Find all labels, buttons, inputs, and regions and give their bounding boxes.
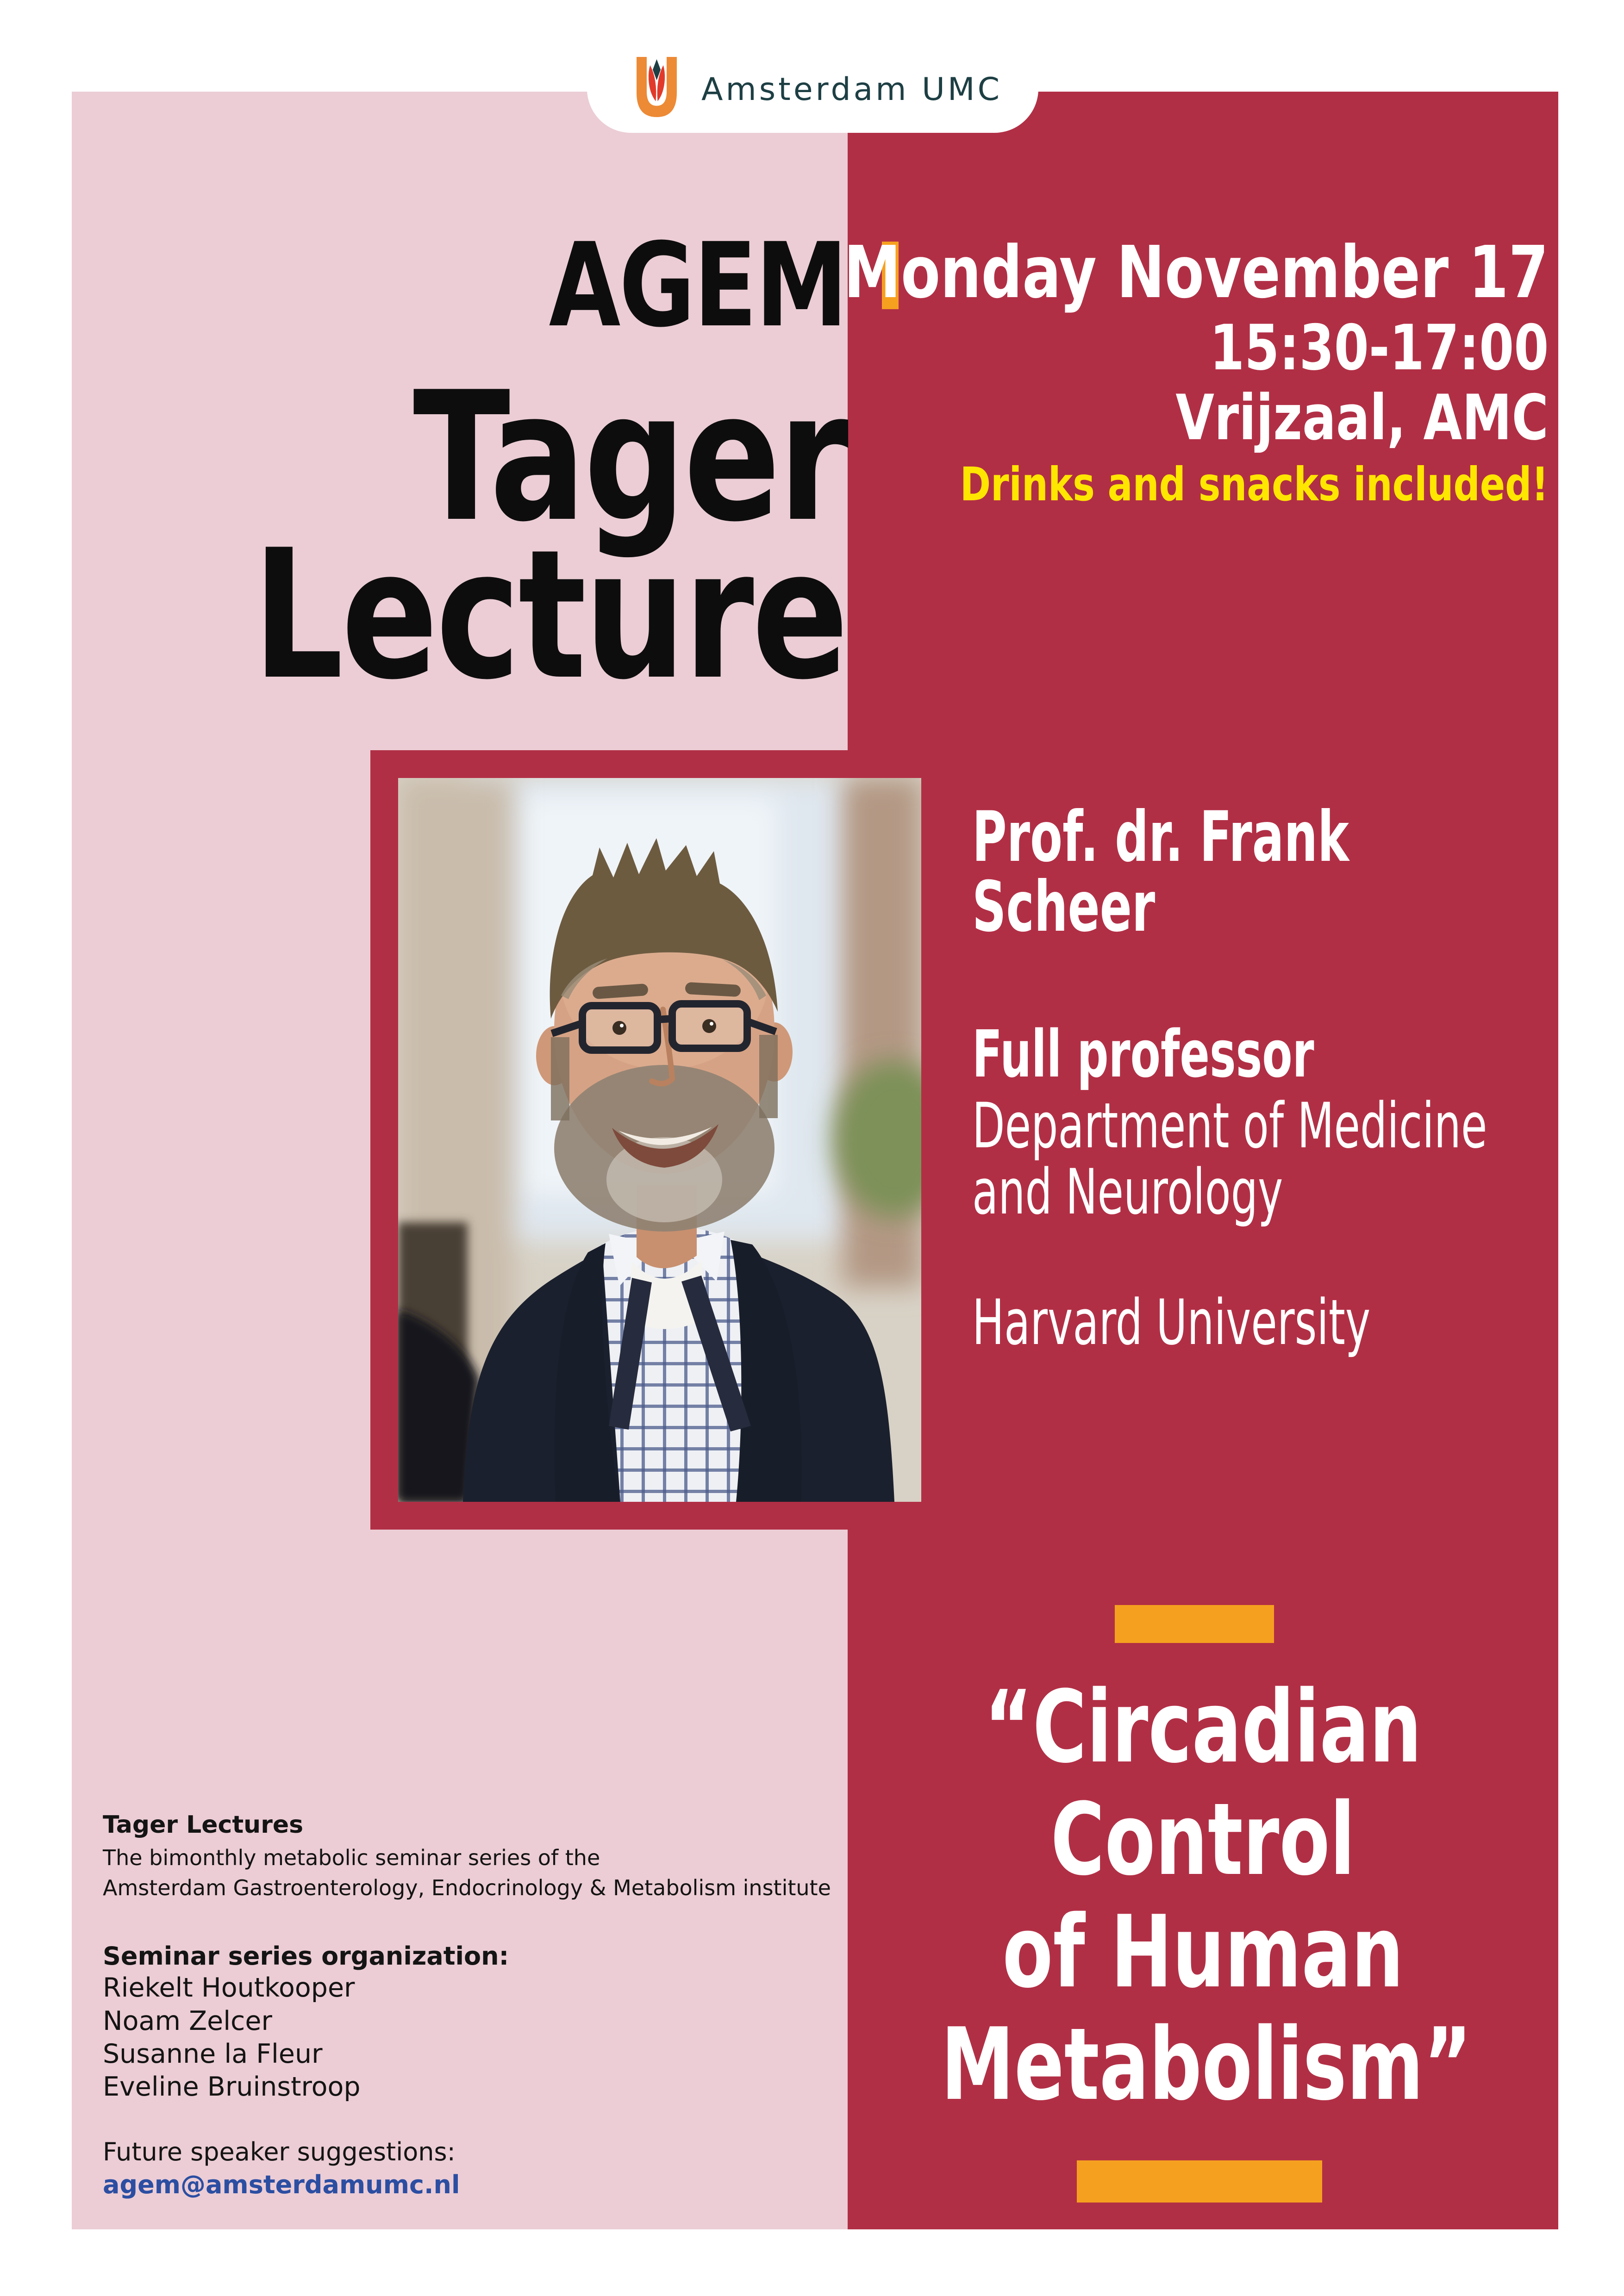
footer-suggestions-label: Future speaker suggestions: [103, 2137, 456, 2166]
speaker-photo-frame [370, 750, 949, 1530]
tulip-logo-icon [633, 57, 681, 117]
quote-top-accent-bar [1115, 1605, 1274, 1643]
event-date: Monday November 17 [843, 230, 1549, 314]
organizer-name: Eveline Bruinstroop [103, 2072, 361, 2102]
speaker-department-line2: and Neurology [972, 1156, 1283, 1228]
talk-title-line1: “Circadian [984, 1669, 1422, 1785]
speaker-photo [398, 778, 921, 1502]
organizer-name: Riekelt Houtkooper [103, 1972, 355, 2003]
speaker-name-line1: Prof. dr. Frank [972, 797, 1349, 877]
footer-heading: Tager Lectures [103, 1811, 304, 1839]
quote-bottom-accent-bar [1077, 2160, 1322, 2203]
organizer-name: Noam Zelcer [103, 2006, 272, 2036]
event-note: Drinks and snacks included! [960, 457, 1549, 511]
talk-title-line3: of Human [1002, 1894, 1404, 2010]
title-tager: Tager [412, 354, 846, 561]
speaker-role: Full professor [972, 1017, 1314, 1092]
event-venue: Vrijzaal, AMC [1175, 381, 1549, 454]
speaker-name-line2: Scheer [972, 867, 1156, 947]
footer-organization-heading: Seminar series organization: [103, 1941, 509, 1971]
talk-title-line2: Control [1050, 1781, 1355, 1898]
speaker-affiliation: Harvard University [972, 1286, 1371, 1359]
amsterdam-umc-wordmark: Amsterdam UMC [701, 71, 1003, 108]
talk-title-line4: Metabolism” [941, 2006, 1472, 2122]
organizer-name: Susanne la Fleur [103, 2039, 323, 2069]
speaker-department-line1: Department of Medicine [972, 1089, 1487, 1162]
amsterdam-umc-logo-pill [587, 0, 1038, 133]
footer-description-line2: Amsterdam Gastroenterology, Endocrinology & Metabolism institute [103, 1875, 831, 1900]
title-agem: AGEM [549, 218, 846, 353]
title-lecture: Lecture [252, 511, 846, 719]
event-time: 15:30-17:00 [1209, 311, 1549, 384]
contact-email-link[interactable]: agem@amsterdamumc.nl [103, 2170, 460, 2199]
footer-description-line1: The bimonthly metabolic seminar series of the [103, 1845, 600, 1870]
